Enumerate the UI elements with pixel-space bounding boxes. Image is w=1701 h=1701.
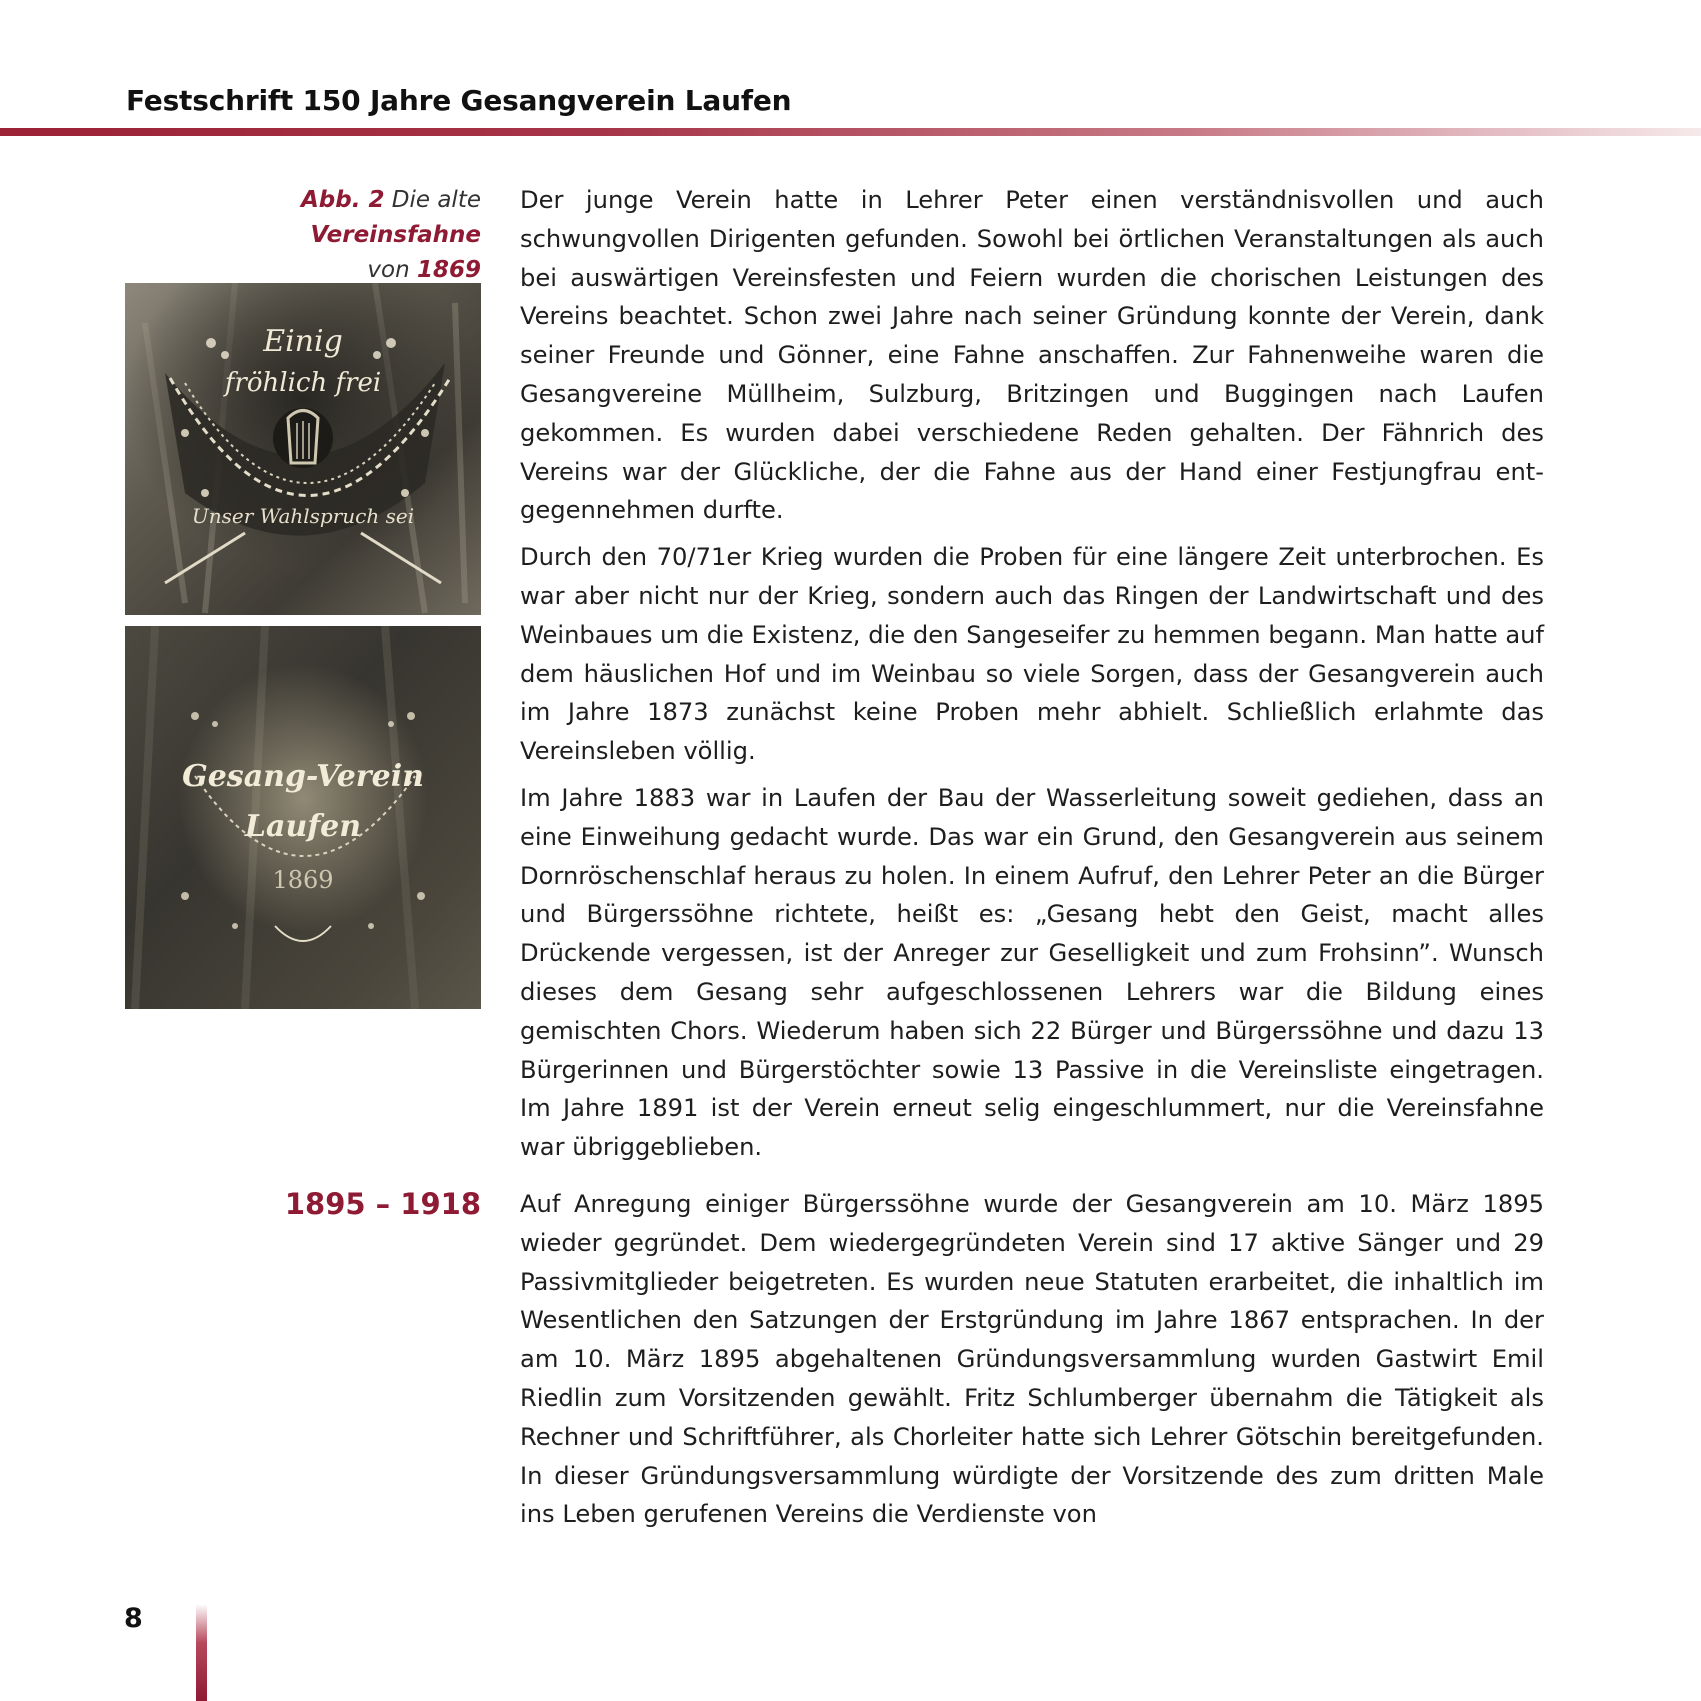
caption-text-a: Die alte — [384, 187, 481, 213]
paragraph-krieg: Durch den 70/71er Krieg wurden die Proben für eine längere Zeit unterbrochen. Es war aber nicht nur der Krieg, sondern auch das Ringen der Landwirtschaft und des Weinbaues um die Existenz, die den Sangeseifer zu hemmen begann. Man hatte auf dem häuslichen Hof und im Weinbau so viele Sorgen, dass der Gesangverein auch im Jahre 1873 zunächst keine Proben mehr abhielt. Schließlich erlahmte das Vereinsleben völlig. — [520, 543, 1544, 766]
flag-top-word-1: Einig — [263, 324, 343, 359]
caption-text-b: von — [367, 257, 417, 283]
running-header: Festschrift 150 Jahre Gesangverein Laufen — [126, 84, 792, 117]
flag-top-word-2: fröhlich frei — [224, 368, 382, 398]
footer-accent-bar — [196, 1604, 207, 1701]
caption-year: 1869 — [416, 257, 481, 283]
flag-photo-top — [125, 283, 481, 615]
flag-bottom-word-2: Laufen — [244, 809, 362, 844]
caption-accent-word: Vereinsfahne — [310, 222, 481, 248]
caption-label: Abb. 2 — [300, 187, 385, 213]
body-section-1 — [520, 181, 1544, 1175]
paragraph-neugruendung: Auf Anregung einiger Bürgerssöhne wurde der Gesangverein am 10. März 1895 wieder gegründet. Dem wiedergegründeten Verein sind 17 aktive Sänger und 29 Passivmitglieder beigetreten. Es wurden neue Statuten erarbeitet, die inhaltlich im Wesentlichen den Satzungen der Erstgründung im Jahre 1867 entsprachen. In der am 10. März 1895 abgehaltenen Gründungsversammlung wurden Gastwirt Emil Riedlin zum Vorsitzenden gewählt. Fritz Schlumberger übernahm die Tätigkeit als Rechner und Schriftführer, als Chorleiter hatte sich Lehrer Götschin bereitgefunden. In dieser Gründungsversammlung würdigte der Vorsitzende des zum dritten Male ins Leben gerufenen Vereins die Verdienste von — [520, 1190, 1544, 1529]
header-rule — [0, 128, 1701, 136]
flag-bottom-year: 1869 — [272, 866, 334, 894]
flag-photo-bottom — [125, 626, 481, 1009]
flag-bottom-word-1: Gesang-Verein — [182, 759, 424, 794]
paragraph-wasserleitung: Im Jahre 1883 war in Laufen der Bau der Wasserleitung soweit gediehen, dass an eine Einweihung gedacht wurde. Das war ein Grund, den Gesangverein aus seinem Dornröschenschlaf heraus zu holen. In einem Aufruf, den Lehrer Peter an die Bürger und Bürgerssöhne richtete, heißt es: „Gesang hebt den Geist, macht alles Drückende vergessen, ist der Anreger zur Geselligkeit und zum Frohsinn”. Wunsch dieses dem Gesang sehr aufgeschlossenen Lehrers war die Bildung eines gemischten Chors. Wiederum haben sich 22 Bürger und Bürgerssöhne und dazu 13 Bürgerinnen und Bürgerstöchter sowie 13 Passive in die Vereinsliste eingetragen. Im Jahre 1891 ist der Verein erneut selig eingeschlummert, nur die Vereinsfahne war übriggeblieben. — [520, 783, 1544, 1162]
figure-caption — [126, 183, 481, 288]
paragraph-fahne: Der junge Verein hatte in Lehrer Peter einen verständnisvollen und auch schwungvollen Dirigenten gefunden. Sowohl bei örtlichen Veranstaltungen als auch bei auswärtigen Vereinsfesten und Feiern wurden die chorischen Leistungen des Vereins beachtet. Schon zwei Jahre nach seiner Gründung konnte der Verein, dank seiner Freunde und Gönner, eine Fahne anschaffen. Zur Fahnenweihe waren die Gesangvereine Müllheim, Sulzburg, Britzingen und Buggingen nach Laufen gekommen. Es wurden dabei verschiedene Reden gehalten. Der Fähnrich des Vereins war der Glückliche, der die Fahne aus der Hand einer Festjungfrau entgegennehmen durfte. — [520, 186, 1544, 525]
section-year-heading: 1895 – 1918 — [284, 1187, 481, 1221]
page-number: 8 — [124, 1603, 143, 1634]
flag-top-word-3: Unser Wahlspruch sei — [191, 504, 415, 528]
body-section-2 — [520, 1185, 1544, 1542]
